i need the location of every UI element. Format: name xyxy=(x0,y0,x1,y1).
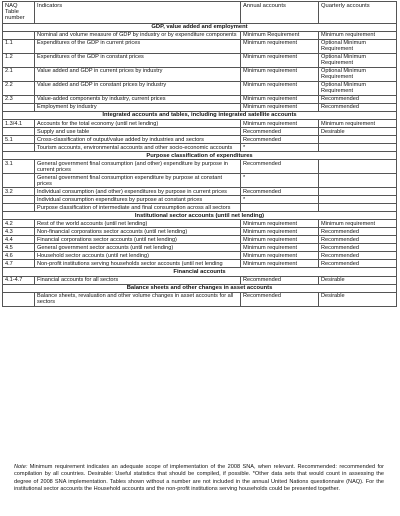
annual-accounts-cell: Minimum requirement xyxy=(241,53,319,67)
section-header-row xyxy=(3,23,397,31)
table-row xyxy=(3,252,397,260)
header-quarterly-accounts: Quarterly accounts xyxy=(319,2,397,24)
row-number-cell: 1.2 xyxy=(3,53,35,67)
indicator-cell: Individual consumption (and other) expenditures by purpose in current prices xyxy=(35,188,241,196)
table-footnote xyxy=(14,464,384,493)
quarterly-accounts-cell xyxy=(319,204,397,212)
annual-accounts-cell: Minimum requirement xyxy=(241,81,319,95)
footnote-text: Minimum requirement indicates an adequate scope of implementation of the 2008 SNA, when relevant. Recommended: recommended for compilation by all countries. Desirable: Useful statistics that should be compiled, if possible. *Other data sets that would count in assessing the degree of 2008 SNA implementation. Tables shown without a number are not included in the annual United Nations questionnaire (NAQ). For the institutional sector accounts the Household accounts and the non-profit institutions serving households could be presented together. xyxy=(14,464,384,492)
annual-accounts-cell: * xyxy=(241,174,319,188)
table-row xyxy=(3,31,397,39)
table-row xyxy=(3,220,397,228)
indicator-cell: Household sector accounts (until net lending) xyxy=(35,252,241,260)
table-row xyxy=(3,276,397,284)
section-title: Integrated accounts and tables, including integrated satellite accounts xyxy=(3,111,397,119)
indicator-cell: General government final consumption (and other) expenditure by purpose in current prices xyxy=(35,160,241,174)
quarterly-accounts-cell: Desirable xyxy=(319,128,397,136)
indicator-cell: Purpose classification of intermediate and final consumption across all sectors xyxy=(35,204,241,212)
quarterly-accounts-cell: Desirable xyxy=(319,292,397,306)
header-naq-table-number: NAQ Table number xyxy=(3,2,35,24)
section-title: GDP, value added and employment xyxy=(3,23,397,31)
quarterly-accounts-cell: Recommended xyxy=(319,95,397,103)
section-header-row xyxy=(3,111,397,119)
indicators-table-container xyxy=(2,1,396,307)
table-row xyxy=(3,244,397,252)
annual-accounts-cell: Recommended xyxy=(241,136,319,144)
indicator-cell: Value-added components by industry, current prices xyxy=(35,95,241,103)
quarterly-accounts-cell: Optional Minimum Requirement xyxy=(319,53,397,67)
annual-accounts-cell: Minimum requirement xyxy=(241,228,319,236)
annual-accounts-cell: Minimum requirement xyxy=(241,95,319,103)
row-number-cell xyxy=(3,128,35,136)
row-number-cell: 2.3 xyxy=(3,95,35,103)
quarterly-accounts-cell: Minimum requirement xyxy=(319,220,397,228)
row-number-cell xyxy=(3,292,35,306)
annual-accounts-cell: Minimum requirement xyxy=(241,67,319,81)
table-row xyxy=(3,204,397,212)
table-row xyxy=(3,260,397,268)
annual-accounts-cell: Minimum requirement xyxy=(241,244,319,252)
indicator-cell: Value added and GDP in constant prices by industry xyxy=(35,81,241,95)
table-row xyxy=(3,236,397,244)
header-annual-accounts: Annual accounts xyxy=(241,2,319,24)
annual-accounts-cell: Recommended xyxy=(241,188,319,196)
quarterly-accounts-cell: Recommended xyxy=(319,228,397,236)
annual-accounts-cell: Minimum requirement xyxy=(241,103,319,111)
indicator-cell: Employment by industry xyxy=(35,103,241,111)
quarterly-accounts-cell: Recommended xyxy=(319,103,397,111)
annual-accounts-cell xyxy=(241,204,319,212)
indicator-cell: Individual consumption expenditures by purpose at constant prices xyxy=(35,196,241,204)
indicator-cell: Balance sheets, revaluation and other volume changes in asset accounts for all sectors xyxy=(35,292,241,306)
table-header-row xyxy=(3,2,397,24)
section-header-row xyxy=(3,212,397,220)
row-number-cell: 2.2 xyxy=(3,81,35,95)
indicator-cell: Value added and GDP in current prices by industry xyxy=(35,67,241,81)
annual-accounts-cell: Recommended xyxy=(241,292,319,306)
indicator-cell: Nominal and volume measure of GDP by industry or by expenditure components xyxy=(35,31,241,39)
annual-accounts-cell: Minimum requirement xyxy=(241,252,319,260)
annual-accounts-cell: Minimum requirement xyxy=(241,260,319,268)
indicator-cell: Rest of the world accounts (until net lending) xyxy=(35,220,241,228)
row-number-cell xyxy=(3,196,35,204)
table-body xyxy=(3,23,397,306)
annual-accounts-cell: Recommended xyxy=(241,160,319,174)
annual-accounts-cell: Recommended xyxy=(241,128,319,136)
row-number-cell: 4.5 xyxy=(3,244,35,252)
annual-accounts-cell: Minimum requirement xyxy=(241,220,319,228)
annual-accounts-cell: Minimum Requirement xyxy=(241,31,319,39)
table-row xyxy=(3,120,397,128)
quarterly-accounts-cell: Recommended xyxy=(319,244,397,252)
table-row xyxy=(3,128,397,136)
annual-accounts-cell: Recommended xyxy=(241,276,319,284)
quarterly-accounts-cell: Optional Minimum Requirement xyxy=(319,81,397,95)
section-title: Purpose classification of expenditures xyxy=(3,152,397,160)
row-number-cell: 1.3/4.1 xyxy=(3,120,35,128)
row-number-cell: 1.1 xyxy=(3,39,35,53)
table-row xyxy=(3,144,397,152)
indicator-cell: Supply and use table xyxy=(35,128,241,136)
table-row xyxy=(3,53,397,67)
section-header-row xyxy=(3,284,397,292)
quarterly-accounts-cell: Optional Minimum Requirement xyxy=(319,39,397,53)
table-row xyxy=(3,174,397,188)
quarterly-accounts-cell xyxy=(319,160,397,174)
table-row xyxy=(3,67,397,81)
indicator-cell: Accounts for the total economy (until net lending) xyxy=(35,120,241,128)
row-number-cell: 4.6 xyxy=(3,252,35,260)
indicators-table xyxy=(2,1,397,307)
quarterly-accounts-cell: Minimum requirement xyxy=(319,31,397,39)
annual-accounts-cell: * xyxy=(241,144,319,152)
table-row xyxy=(3,228,397,236)
indicator-cell: Tourism accounts, environmental accounts and other socio-economic accounts xyxy=(35,144,241,152)
table-row xyxy=(3,103,397,111)
table-row xyxy=(3,81,397,95)
annual-accounts-cell: Minimum requirement xyxy=(241,236,319,244)
row-number-cell xyxy=(3,31,35,39)
table-row xyxy=(3,39,397,53)
section-title: Financial accounts xyxy=(3,268,397,276)
row-number-cell: 4.3 xyxy=(3,228,35,236)
quarterly-accounts-cell xyxy=(319,136,397,144)
quarterly-accounts-cell xyxy=(319,188,397,196)
indicator-cell: Cross-classification of output/value added by industries and sectors xyxy=(35,136,241,144)
row-number-cell xyxy=(3,204,35,212)
quarterly-accounts-cell xyxy=(319,144,397,152)
table-row xyxy=(3,188,397,196)
quarterly-accounts-cell xyxy=(319,174,397,188)
annual-accounts-cell: Minimum requirement xyxy=(241,39,319,53)
indicator-cell: Non-financial corporations sector accounts (until net lending) xyxy=(35,228,241,236)
footnote-lead: Note: xyxy=(14,464,28,470)
row-number-cell: 5.1 xyxy=(3,136,35,144)
row-number-cell: 3.2 xyxy=(3,188,35,196)
indicator-cell: Expenditures of the GDP in constant prices xyxy=(35,53,241,67)
quarterly-accounts-cell: Recommended xyxy=(319,236,397,244)
section-title: Institutional sector accounts (until net lending) xyxy=(3,212,397,220)
indicator-cell: Expenditures of the GDP in current prices xyxy=(35,39,241,53)
row-number-cell xyxy=(3,174,35,188)
row-number-cell: 4.4 xyxy=(3,236,35,244)
row-number-cell xyxy=(3,144,35,152)
indicator-cell: Financial corporations sector accounts (until net lending) xyxy=(35,236,241,244)
row-number-cell: 4.7 xyxy=(3,260,35,268)
section-header-row xyxy=(3,268,397,276)
table-row xyxy=(3,196,397,204)
indicator-cell: General government final consumption expenditure by purpose at constant prices xyxy=(35,174,241,188)
row-number-cell: 2.1 xyxy=(3,67,35,81)
table-row xyxy=(3,95,397,103)
table-row xyxy=(3,136,397,144)
quarterly-accounts-cell: Recommended xyxy=(319,260,397,268)
quarterly-accounts-cell: Desirable xyxy=(319,276,397,284)
row-number-cell: 4.2 xyxy=(3,220,35,228)
row-number-cell: 4.1-4.7 xyxy=(3,276,35,284)
header-indicators: Indicators xyxy=(35,2,241,24)
annual-accounts-cell: Minimum requirement xyxy=(241,120,319,128)
section-header-row xyxy=(3,152,397,160)
table-row xyxy=(3,292,397,306)
quarterly-accounts-cell: Minimum requirement xyxy=(319,120,397,128)
row-number-cell xyxy=(3,103,35,111)
quarterly-accounts-cell xyxy=(319,196,397,204)
row-number-cell: 3.1 xyxy=(3,160,35,174)
annual-accounts-cell: * xyxy=(241,196,319,204)
quarterly-accounts-cell: Optional Minimum Requirement xyxy=(319,67,397,81)
quarterly-accounts-cell: Recommended xyxy=(319,252,397,260)
indicator-cell: General government sector accounts (until net lending) xyxy=(35,244,241,252)
indicator-cell: Financial accounts for all sectors xyxy=(35,276,241,284)
indicator-cell: Non-profit institutions serving households sector accounts (until net lending xyxy=(35,260,241,268)
section-title: Balance sheets and other changes in asset accounts xyxy=(3,284,397,292)
table-row xyxy=(3,160,397,174)
